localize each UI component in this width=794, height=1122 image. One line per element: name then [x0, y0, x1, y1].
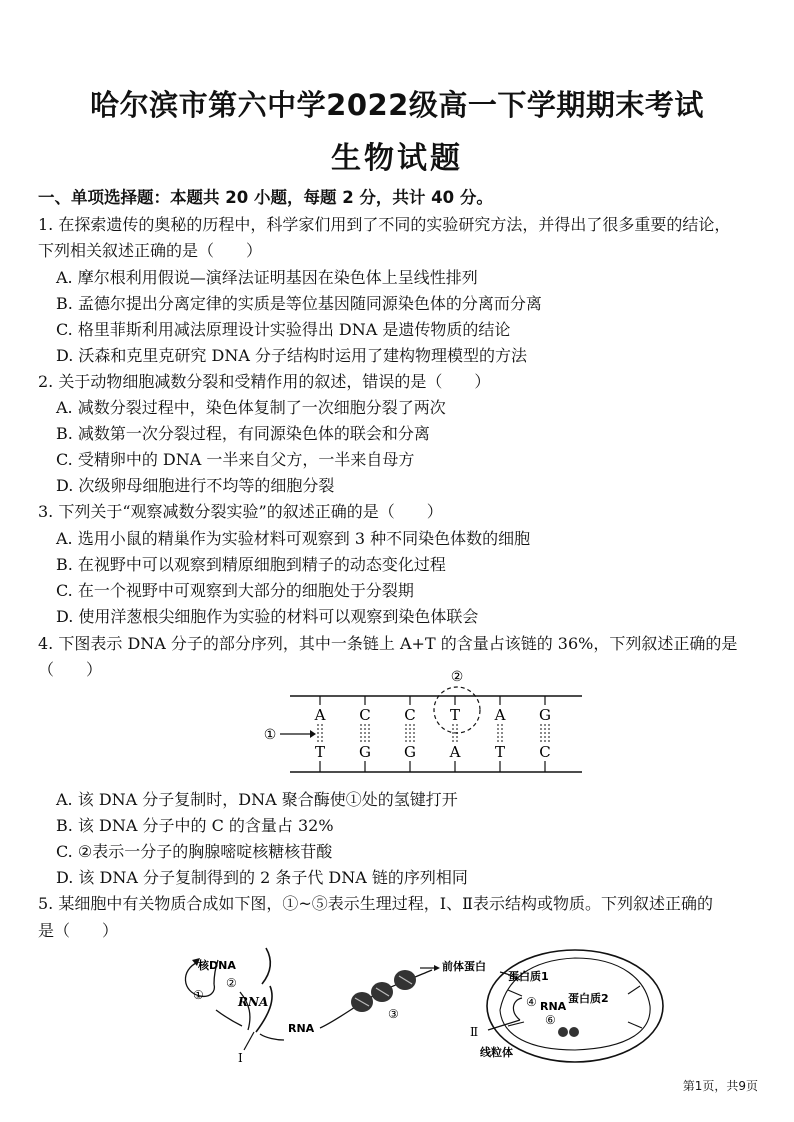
top-base-0: A	[314, 706, 326, 724]
question-3-option-c: C. 在一个视野中可观察到大部分的细胞处于分裂期	[56, 581, 414, 600]
strand-curve-2	[256, 986, 272, 1032]
top-base-5: G	[539, 706, 551, 724]
top-base-4: A	[494, 706, 506, 724]
question-3-option-b: B. 在视野中可以观察到精原细胞到精子的动态变化过程	[56, 555, 446, 574]
top-base-3: T	[449, 706, 461, 724]
step-4-label: ④	[526, 995, 537, 1009]
label-2: ②	[450, 669, 464, 685]
question-5-stem-line-1: 5. 某细胞中有关物质合成如下图，①~⑤表示生理过程，Ⅰ、Ⅱ表示结构或物质。下列叙述正确的	[38, 894, 713, 913]
question-1-option-b: B. 孟德尔提出分离定律的实质是等位基因随同源染色体的分离而分离	[56, 294, 542, 313]
question-1-stem-line-2: 下列相关叙述正确的是（ ）	[38, 241, 263, 260]
bottom-base-0: T	[314, 743, 326, 761]
mito-ribosome-1	[558, 1027, 568, 1037]
question-2-option-d: D. 次级卵母细胞进行不均等的细胞分裂	[56, 476, 335, 495]
precursor-protein-label: 前体蛋白	[442, 960, 486, 973]
question-2-option-c: C. 受精卵中的 DNA 一半来自父方，一半来自母方	[56, 450, 415, 469]
question-5-stem-line-2: 是（ ）	[38, 921, 119, 940]
question-3-stem: 3. 下列关于“观察减数分裂实验”的叙述正确的是（ ）	[38, 502, 443, 521]
question-4-option-c: C. ②表示一分子的胸腺嘧啶核糖核苷酸	[56, 842, 333, 861]
step-1-label: ①	[193, 988, 204, 1002]
step-6-label: ⑥	[545, 1013, 556, 1027]
bottom-base-2: G	[404, 743, 416, 761]
section-heading: 一、单项选择题：本题共 20 小题，每题 2 分，共计 40 分。	[38, 188, 493, 207]
base-pairs	[314, 696, 551, 772]
question-1-option-a: A. 摩尔根利用假说—演绎法证明基因在染色体上呈线性排列	[56, 268, 478, 287]
question-4-stem-line-2: （ ）	[38, 660, 103, 679]
roman-1-pointer	[244, 1032, 254, 1050]
label-1-arrowhead	[310, 730, 316, 738]
question-2-option-b: B. 减数第一次分裂过程，有同源染色体的联会和分离	[56, 424, 430, 443]
dna-diagram	[250, 665, 600, 783]
mito-rna-label: RNA	[540, 1000, 567, 1013]
step-2-label: ②	[226, 976, 237, 990]
strand-curve-1	[262, 948, 270, 984]
exam-subtitle: 生物试题	[331, 141, 463, 176]
nuclear-dna-label: 核DNA	[198, 959, 236, 972]
question-1-option-c: C. 格里菲斯利用减法原理设计实验得出 DNA 是遗传物质的结论	[56, 320, 511, 339]
exam-title: 哈尔滨市第六中学2022级高一下学期期末考试	[90, 88, 704, 122]
bottom-base-4: T	[494, 743, 506, 761]
label-1: ①	[263, 727, 277, 743]
page-number: 第1页，共9页	[682, 1079, 758, 1093]
question-3-option-a: A. 选用小鼠的精巢作为实验材料可观察到 3 种不同染色体数的细胞	[56, 529, 531, 548]
protein-2-label: 蛋白质2	[568, 992, 609, 1005]
question-4-option-b: B. 该 DNA 分子中的 C 的含量占 32%	[56, 816, 334, 835]
rna-italic-label: RNA	[238, 995, 269, 1009]
question-3-option-d: D. 使用洋葱根尖细胞作为实验的材料可以观察到染色体联会	[56, 607, 479, 626]
mito-ribosome-2	[569, 1027, 579, 1037]
question-1-stem-line-1: 1. 在探索遗传的奥秘的历程中，科学家们用到了不同的实验研究方法，并得出了很多重要的结论，	[38, 215, 731, 234]
question-4-stem-line-1: 4. 下图表示 DNA 分子的部分序列，其中一条链上 A+T 的含量占该链的 36%，下列叙述正确的是	[38, 634, 738, 653]
bottom-base-3: A	[449, 743, 461, 761]
top-base-2: C	[404, 706, 416, 724]
question-4-option-d: D. 该 DNA 分子复制得到的 2 条子代 DNA 链的序列相同	[56, 868, 468, 887]
mitochondrion-label: 线粒体	[480, 1046, 513, 1059]
top-base-1: C	[359, 706, 371, 724]
roman-1-label: Ⅰ	[238, 1051, 243, 1065]
question-2-option-a: A. 减数分裂过程中，染色体复制了一次细胞分裂了两次	[56, 398, 446, 417]
question-2-stem: 2. 关于动物细胞减数分裂和受精作用的叙述，错误的是（ ）	[38, 372, 491, 391]
bottom-base-5: C	[539, 743, 551, 761]
bottom-base-1: G	[359, 743, 371, 761]
protein-1-label: 蛋白质1	[508, 970, 549, 983]
question-4-option-a: A. 该 DNA 分子复制时，DNA 聚合酶使①处的氢键打开	[56, 790, 458, 809]
rna-label: RNA	[288, 1022, 315, 1035]
roman-2-label: Ⅱ	[470, 1025, 479, 1039]
synthesis-diagram	[170, 940, 730, 1070]
step-3-label: ③	[388, 1007, 399, 1021]
question-1-option-d: D. 沃森和克里克研究 DNA 分子结构时运用了建构物理模型的方法	[56, 346, 527, 365]
